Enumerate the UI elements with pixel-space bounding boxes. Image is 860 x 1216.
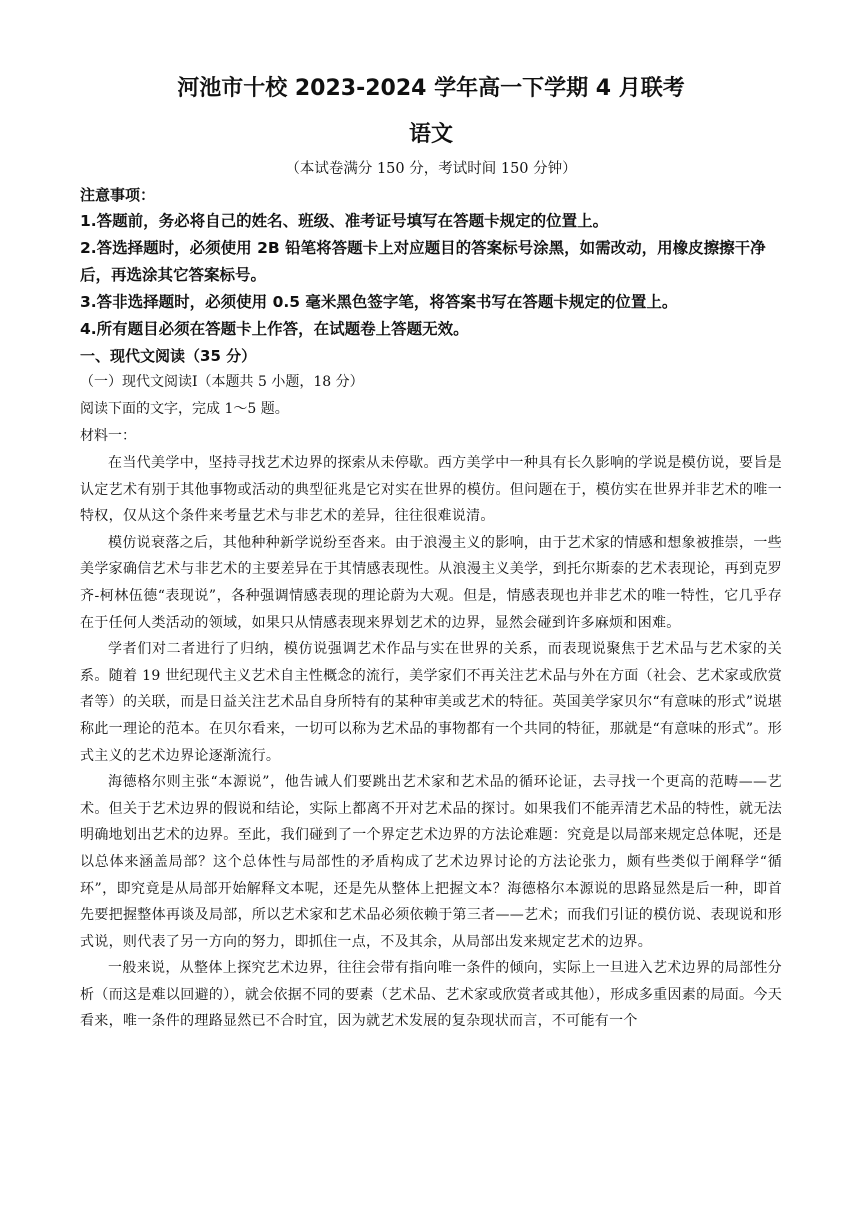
notice-item-2: 2.答选择题时，必须使用 2B 铅笔将答题卡上对应题目的答案标号涂黑，如需改动，用橡皮擦擦干净后，再选涂其它答案标号。 — [80, 239, 766, 284]
paragraph-5: 一般来说，从整体上探究艺术边界，往往会带有指向唯一条件的倾向，实际上一旦进入艺术边界的局部性分析（而这是难以回避的），就会依据不同的要素（艺术品、艺术家或欣赏者或其他），形成多重因素的局面。今天看来，唯一条件的理路显然已不合时宜，因为就艺术发展的复杂现状而言，不可能有一个 — [80, 960, 782, 1030]
exam-title: 河池市十校 2023-2024 学年高一下学期 4 月联考 — [177, 76, 685, 101]
exam-page — [80, 72, 782, 1035]
reading-instruction: 阅读下面的文字，完成 1～5 题。 — [80, 401, 289, 417]
notice-item-4: 4.所有题目必须在答题卡上作答，在试题卷上答题无效。 — [80, 320, 469, 338]
notice-item-1: 1.答题前，务必将自己的姓名、班级、准考证号填写在答题卡规定的位置上。 — [80, 212, 609, 230]
subject-title: 语文 — [408, 122, 453, 147]
notice-item-3: 3.答非选择题时，必须使用 0.5 毫米黑色签字笔，将答案书写在答题卡规定的位置上。 — [80, 293, 678, 311]
paragraph-4: 海德格尔则主张“本源说”，他告诫人们要跳出艺术家和艺术品的循环论证，去寻找一个更高的范畴——艺术。但关于艺术边界的假说和结论，实际上都离不开对艺术品的探讨。如果我们不能弄清艺术品的特性，就无法明确地划出艺术的边界。至此，我们碰到了一个界定艺术边界的方法论难题：究竟是以局部来规定总体呢，还是以总体来涵盖局部？这个总体性与局部性的矛盾构成了艺术边界讨论的方法论张力，颇有些类似于阐释学“循环”，即究竟是从局部开始解释文本呢，还是先从整体上把握文本？海德格尔本源说的思路显然是后一种，即首先要把握整体再谈及局部，所以艺术家和艺术品必须依赖于第三者——艺术；而我们引证的模仿说、表现说和形式说，则代表了另一方向的努力，即抓住一点，不及其余，从局部出发来规定艺术的边界。 — [80, 774, 782, 950]
section-subheading: （一）现代文阅读Ⅰ（本题共 5 小题，18 分） — [80, 374, 364, 390]
material-label: 材料一： — [80, 428, 136, 444]
notice-heading: 注意事项： — [80, 186, 156, 204]
paragraph-1: 在当代美学中，坚持寻找艺术边界的探索从未停歇。西方美学中一种具有长久影响的学说是模仿说，要旨是认定艺术有别于其他事物或活动的典型征兆是它对实在世界的模仿。但问题在于，模仿实在世界并非艺术的唯一特权，仅从这个条件来考量艺术与非艺术的差异，往往很难说清。 — [80, 455, 782, 525]
paragraph-2: 模仿说衰落之后，其他种种新学说纷至沓来。由于浪漫主义的影响，由于艺术家的情感和想象被推崇，一些美学家确信艺术与非艺术的主要差异在于其情感表现性。从浪漫主义美学，到托尔斯泰的艺术表现论，再到克罗齐-柯林伍德“表现说”，各种强调情感表现的理论蔚为大观。但是，情感表现也并非艺术的唯一特性，它几乎存在于任何人类活动的领域，如果只从情感表现来界划艺术的边界，显然会碰到许多麻烦和困难。 — [80, 534, 782, 631]
paragraph-3: 学者们对二者进行了归纳，模仿说强调艺术作品与实在世界的关系，而表现说聚焦于艺术品与艺术家的关系。随着 19 世纪现代主义艺术自主性概念的流行，美学家们不再关注艺术品与外在方面（社会、艺术家或欣赏者等）的关联，而是日益关注艺术品自身所特有的某种审美或艺术的特征。英国美学家贝尔“有意味的形式”说堪称此一理论的范本。在贝尔看来，一切可以称为艺术品的事物都有一个共同的特征，那就是“有意味的形式”。形式主义的艺术边界论逐渐流行。 — [80, 641, 782, 764]
exam-info: （本试卷满分 150 分，考试时间 150 分钟） — [285, 161, 577, 177]
section-heading: 一、现代文阅读（35 分） — [80, 347, 257, 365]
